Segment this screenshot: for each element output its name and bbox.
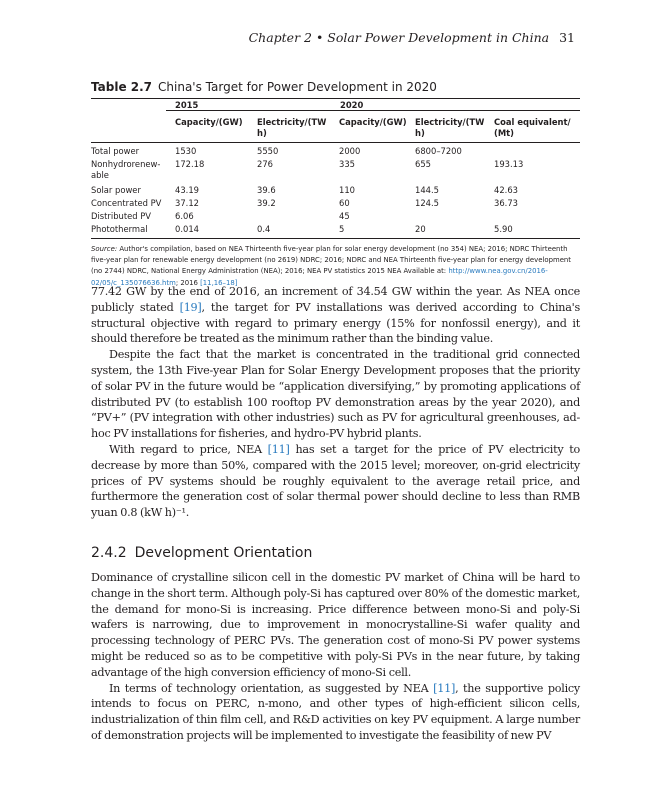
citation-link[interactable]: [11] bbox=[433, 681, 456, 695]
table-cell: 172.18 bbox=[175, 159, 205, 169]
column-header: Capacity/(GW) bbox=[175, 117, 243, 127]
source-text: Author's compilation, based on NEA Thirteenth five-year plan for solar energy development (no 354) NEA; 2016; NDRC Thirteenth five-year plan for renewable energy development (no 2619) NDRC; 2016; NDRC and NEA Thirteenth five-year plan for energy development (no 2744) NDRC, National Energy Administration (NEA); 2016; NEA PV statistics 2015 NEA Available at: bbox=[91, 245, 571, 276]
column-header: Capacity/(GW) bbox=[339, 117, 407, 127]
table-cell: 6.06 bbox=[175, 211, 194, 221]
page-number: 31 bbox=[559, 30, 575, 45]
table-bottom-rule bbox=[91, 238, 580, 239]
table-cell: 39.6 bbox=[257, 185, 276, 195]
column-header: Electricity/(TW h) bbox=[415, 117, 485, 138]
paragraph-text: In terms of technology orientation, as suggested by NEA bbox=[109, 681, 434, 695]
table-top-rule bbox=[91, 98, 580, 99]
body-text-lower bbox=[91, 570, 580, 744]
table-cell: 144.5 bbox=[415, 185, 439, 195]
table-cell: 0.014 bbox=[175, 224, 199, 234]
table-cell: 5.90 bbox=[494, 224, 513, 234]
table-row-label: Concentrated PV bbox=[91, 198, 162, 208]
source-citation-link[interactable]: [11,16–18] bbox=[200, 278, 238, 287]
table-row-label: Distributed PV bbox=[91, 211, 152, 221]
citation-link[interactable]: [11] bbox=[267, 442, 290, 456]
table-cell: 110 bbox=[339, 185, 355, 195]
chapter-title: Chapter 2 • Solar Power Development in China bbox=[248, 30, 550, 45]
table-row-label: Total power bbox=[91, 146, 140, 156]
column-header: Electricity/(TW h) bbox=[257, 117, 327, 138]
section-heading bbox=[91, 545, 312, 561]
table-cell: 20 bbox=[415, 224, 426, 234]
table-cell: 5 bbox=[339, 224, 345, 234]
table-source-note bbox=[91, 244, 580, 289]
table-cell: 276 bbox=[257, 159, 273, 169]
group-header-rule bbox=[166, 110, 580, 111]
table-cell: 43.19 bbox=[175, 185, 199, 195]
table-cell: 5550 bbox=[257, 146, 279, 156]
table-cell: 655 bbox=[415, 159, 431, 169]
table-cell: 124.5 bbox=[415, 198, 439, 208]
table-cell: 193.13 bbox=[494, 159, 524, 169]
section-number: 2.4.2 bbox=[91, 545, 127, 561]
table-cell: 36.73 bbox=[494, 198, 518, 208]
paragraph bbox=[91, 442, 580, 521]
table-header-rule bbox=[91, 142, 580, 143]
paragraph-text: , the target for PV installations was derived according to China's structural objective with regard to primary energy (15% for nonfossil energy), and it should therefore be treated as the minimum rather than the binding value. bbox=[91, 300, 580, 346]
table-cell: 2000 bbox=[339, 146, 361, 156]
running-header bbox=[249, 30, 575, 45]
source-tail: ; 2016 bbox=[175, 278, 198, 287]
table-cell: 6800–7200 bbox=[415, 146, 462, 156]
table-row-label: Nonhydrorenew-able bbox=[91, 159, 161, 180]
table-cell: 42.63 bbox=[494, 185, 518, 195]
citation-link[interactable]: [19] bbox=[179, 300, 202, 314]
source-url-link[interactable]: http://www.nea.gov.cn/2016-02/05/c_135076636.htm bbox=[91, 267, 548, 287]
table-cell: 45 bbox=[339, 211, 350, 221]
source-lead: Source: bbox=[91, 245, 118, 253]
body-text-upper bbox=[91, 284, 580, 521]
table-label: Table 2.7 bbox=[91, 80, 153, 94]
paragraph: Dominance of crystalline silicon cell in the domestic PV market of China will be hard to change in the short term. Although poly-Si has captured over 80% of the domestic market, the demand for mono-Si is increasing. Price difference between mono-Si and poly-Si wafers is narrowing, due to improvement in monocrystalline-Si wafer quality and processing technology of PERC PVs. The generation cost of mono-Si PV power systems might be reduced so as to be competitive with poly-Si PVs in the near future, by taking advantage of the high conversion efficiency of mono-Si cell. bbox=[91, 571, 580, 679]
table-cell: 335 bbox=[339, 159, 355, 169]
section-title: Development Orientation bbox=[134, 545, 313, 561]
paragraph-text: , the supportive policy intends to focus on PERC, n-mono, and other types of high-efficient silicon cells, industrialization of thin film cell, and R&D activities on key PV equipment. A large number of demonstration projects will be implemented to investigate the feasibility of new PV bbox=[91, 681, 580, 742]
table-cell: 37.12 bbox=[175, 198, 199, 208]
paragraph-text: With regard to price, NEA bbox=[109, 442, 268, 456]
column-header: Coal equivalent/ (Mt) bbox=[494, 117, 571, 138]
table-title: China's Target for Power Development in 2020 bbox=[158, 80, 437, 94]
table-cell: 1530 bbox=[175, 146, 197, 156]
group-header-2020: 2020 bbox=[340, 100, 364, 110]
table-cell: 60 bbox=[339, 198, 350, 208]
table-row-label: Photothermal bbox=[91, 224, 148, 234]
paragraph bbox=[91, 284, 580, 347]
paragraph-text: has set a target for the price of PV electricity to decrease by more than 50%, compared with the 2015 level; moreover, on-grid electricity prices of PV systems should be roughly equivalent to the average retail price, and furthermore the generation cost of solar thermal power should decline to less than RMB yuan 0.8 (kW h)⁻¹. bbox=[91, 442, 580, 520]
table-cell: 39.2 bbox=[257, 198, 276, 208]
table-caption bbox=[91, 80, 437, 94]
paragraph: Despite the fact that the market is concentrated in the traditional grid connected system, the 13th Five-year Plan for Solar Energy Development proposes that the priority of solar PV in the future would be “application diversifying,” by promoting applications of distributed PV (to establish 100 rooftop PV demonstration areas by the year 2020), and “PV+” (PV integration with other industries) such as PV for agricultural greenhouses, ad-hoc PV installations for fisheries, and hydro-PV hybrid plants. bbox=[91, 348, 580, 441]
table-cell: 0.4 bbox=[257, 224, 271, 234]
paragraph bbox=[91, 681, 580, 744]
group-header-2015: 2015 bbox=[175, 100, 199, 110]
table-row-label: Solar power bbox=[91, 185, 141, 195]
paragraph-text: 77.42 GW by the end of 2016, an increment of 34.54 GW within the year. As NEA once publicly stated bbox=[91, 285, 580, 314]
